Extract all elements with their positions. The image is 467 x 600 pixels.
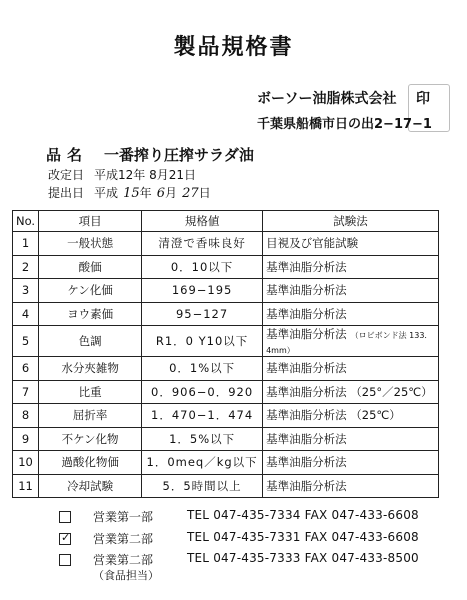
food-department-note: （食品担当） <box>93 569 159 582</box>
row-number: 8 <box>13 404 39 428</box>
row-item: 不ケン化物 <box>39 427 142 451</box>
row-number: 7 <box>13 380 39 404</box>
row-value: 1．5%以下 <box>142 427 263 451</box>
row-number: 2 <box>13 255 39 279</box>
document-title: 製品規格書 <box>173 35 294 60</box>
table-row <box>13 474 439 498</box>
row-method-cell <box>263 279 439 303</box>
company-name: ボーソー油脂株式会社 <box>257 91 397 107</box>
table-row <box>13 326 439 357</box>
row-method: 基準油脂分析法 <box>266 327 347 341</box>
submitted-year: 15 <box>123 186 140 201</box>
row-method-cell <box>263 451 439 475</box>
submitted-date <box>94 182 211 201</box>
product-name: 一番搾り圧搾サラダ油 <box>104 146 254 164</box>
contact-checkbox[interactable] <box>59 511 71 523</box>
row-number: 10 <box>13 451 39 475</box>
table-row <box>13 279 439 303</box>
row-number: 9 <box>13 427 39 451</box>
header-method: 試験法 <box>263 211 439 232</box>
row-method: 基準油脂分析法 <box>266 478 347 493</box>
row-value: R1．0 Y10以下 <box>142 326 263 357</box>
row-item: 比重 <box>39 380 142 404</box>
row-method: 基準油脂分析法 <box>266 306 347 321</box>
row-method-note: （ロビボンド法 133．4mm） <box>266 331 433 355</box>
contact-checkbox[interactable] <box>59 533 71 545</box>
row-method-cell <box>263 232 439 256</box>
row-number: 4 <box>13 302 39 326</box>
row-item: 水分夾雑物 <box>39 357 142 381</box>
row-method: 基準油脂分析法 （25°／25℃） <box>266 384 433 399</box>
row-method: 基準油脂分析法 （25℃） <box>266 408 401 423</box>
revised-date: 平成12年 8月21日 <box>94 168 196 182</box>
row-value: 95−127 <box>142 302 263 326</box>
table-row <box>13 302 439 326</box>
contact-phone-fax: TEL 047-435-7334 FAX 047-433-6608 <box>187 508 419 522</box>
submitted-date-label: 提出日 <box>48 186 85 200</box>
table-row <box>13 232 439 256</box>
row-value: 5．5時間以上 <box>142 474 263 498</box>
row-method-cell <box>263 404 439 428</box>
row-method: 基準油脂分析法 <box>266 259 347 274</box>
row-item: ヨウ素価 <box>39 302 142 326</box>
submitted-era: 平成 <box>94 186 119 200</box>
contact-phone-fax: TEL 047-435-7333 FAX 047-433-8500 <box>187 551 419 565</box>
year-unit: 年 <box>139 186 152 200</box>
row-item: ケン化価 <box>39 279 142 303</box>
header-item: 項目 <box>39 211 142 232</box>
row-value: 1．0meq／kg以下 <box>142 451 263 475</box>
row-method: 基準油脂分析法 <box>266 283 347 298</box>
contact-phone-fax: TEL 047-435-7331 FAX 047-433-6608 <box>187 530 419 544</box>
row-method-cell <box>263 302 439 326</box>
row-method: 基準油脂分析法 <box>266 361 347 376</box>
header-value: 規格値 <box>142 211 263 232</box>
company-address: 千葉県船橋市日の出2−17−1 <box>257 117 432 132</box>
row-number: 1 <box>13 232 39 256</box>
row-number: 11 <box>13 474 39 498</box>
contact-checkbox[interactable] <box>59 554 71 566</box>
row-method-cell <box>263 380 439 404</box>
day-unit: 日 <box>198 186 211 200</box>
check-mark-icon: ✓ <box>61 531 71 544</box>
row-number: 5 <box>13 326 39 357</box>
row-item: 過酸化物価 <box>39 451 142 475</box>
table-row <box>13 380 439 404</box>
table-header-row <box>13 211 439 232</box>
month-unit: 月 <box>165 186 178 200</box>
table-row <box>13 357 439 381</box>
row-number: 6 <box>13 357 39 381</box>
row-method: 目視及び官能試験 <box>266 236 359 251</box>
row-item: 冷却試験 <box>39 474 142 498</box>
row-method-cell <box>263 255 439 279</box>
row-item: 酸価 <box>39 255 142 279</box>
revised-date-label: 改定日 <box>48 168 85 182</box>
row-method-cell <box>263 427 439 451</box>
row-item: 屈折率 <box>39 404 142 428</box>
table-body <box>13 232 439 498</box>
row-item: 一般状態 <box>39 232 142 256</box>
contact-department: 営業第二部 <box>93 532 154 546</box>
row-value: 0．1%以下 <box>142 357 263 381</box>
row-method-cell <box>263 357 439 381</box>
submitted-day: 27 <box>182 186 199 201</box>
table-row <box>13 404 439 428</box>
specification-table <box>12 210 439 498</box>
row-value: 1．470−1．474 <box>142 404 263 428</box>
contact-department: 営業第一部 <box>93 510 154 524</box>
row-method-cell <box>263 474 439 498</box>
row-method: 基準油脂分析法 <box>266 431 347 446</box>
row-value: 0．906−0．920 <box>142 380 263 404</box>
seal-mark: 印 <box>416 91 430 107</box>
product-name-label: 品名 <box>46 146 89 164</box>
row-value: 清澄で香味良好 <box>142 232 263 256</box>
row-method-cell <box>263 326 439 357</box>
row-item: 色調 <box>39 326 142 357</box>
submitted-month: 6 <box>156 186 166 201</box>
row-value: 169−195 <box>142 279 263 303</box>
table-row <box>13 427 439 451</box>
contact-department: 営業第二部 <box>93 553 154 567</box>
table-row <box>13 451 439 475</box>
row-number: 3 <box>13 279 39 303</box>
table-row <box>13 255 439 279</box>
row-method: 基準油脂分析法 <box>266 455 347 470</box>
row-value: 0．10以下 <box>142 255 263 279</box>
header-no: No. <box>13 211 39 232</box>
